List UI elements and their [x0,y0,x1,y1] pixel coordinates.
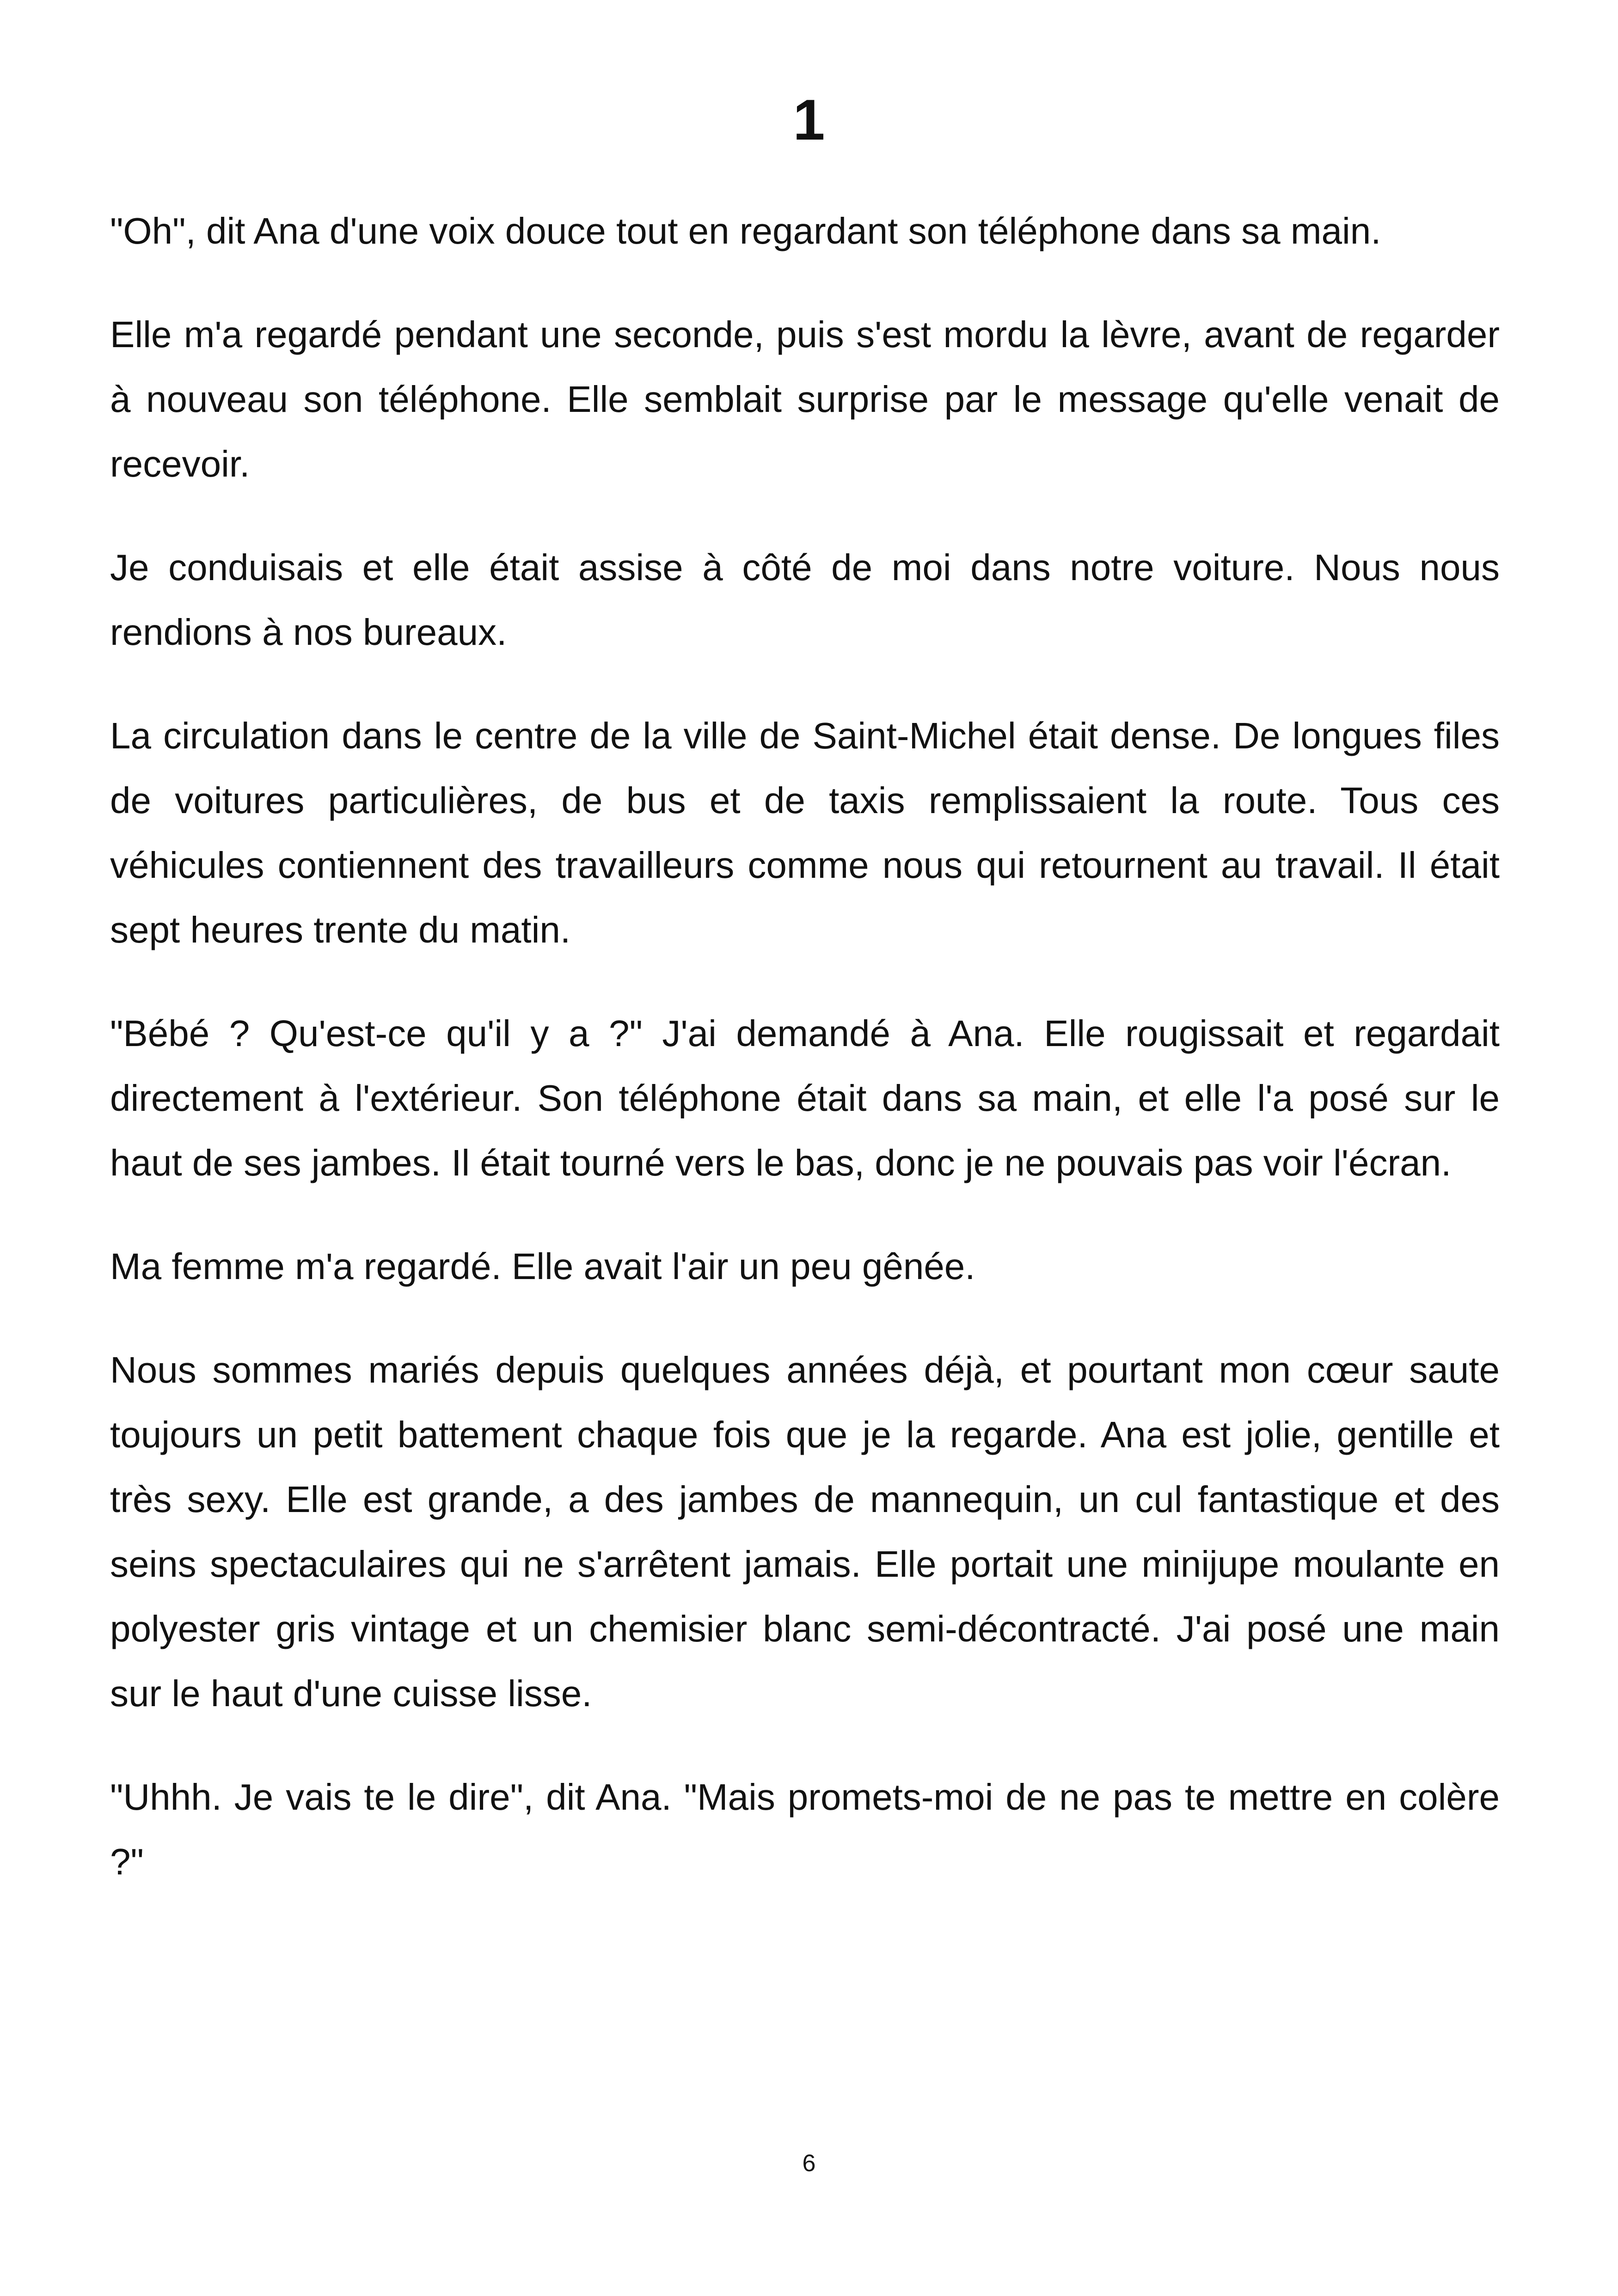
paragraph: "Uhhh. Je vais te le dire", dit Ana. "Mais promets-moi de ne pas te mettre en colère ?" [110,1776,1500,1882]
paragraph: Nous sommes mariés depuis quelques années déjà, et pourtant mon cœur saute toujours un petit battement chaque fois que je la regarde. Ana est jolie, gentille et très sexy. Elle est grande, a des jambes de mannequin, un cul fantastique et des seins spectaculaires qui ne s'arrêtent jamais. Elle portait une minijupe moulante en polyester gris vintage et un chemisier blanc semi-décontracté. J'ai posé une main sur le haut d'une cuisse lisse. [110,1349,1500,1714]
paragraph: Je conduisais et elle était assise à côté de moi dans notre voiture. Nous nous rendions à nos bureaux. [110,547,1500,653]
paragraph: La circulation dans le centre de la ville de Saint-Michel était dense. De longues files de voitures particulières, de bus et de taxis remplissaient la route. Tous ces véhicules contiennent des travailleurs comme nous qui retournent au travail. Il était sept heures trente du matin. [110,715,1500,950]
chapter-number: 1 [793,88,825,152]
page-number: 6 [802,2150,816,2177]
chapter-body [110,199,1500,1933]
paragraph: "Oh", dit Ana d'une voix douce tout en regardant son téléphone dans sa main. [110,210,1381,251]
paragraph: Elle m'a regardé pendant une seconde, puis s'est mordu la lèvre, avant de regarder à nouveau son téléphone. Elle semblait surprise par le message qu'elle venait de recevoir. [110,314,1500,484]
paragraph: "Bébé ? Qu'est-ce qu'il y a ?" J'ai demandé à Ana. Elle rougissait et regardait directement à l'extérieur. Son téléphone était dans sa main, et elle l'a posé sur le haut de ses jambes. Il était tourné vers le bas, donc je ne pouvais pas voir l'écran. [110,1013,1500,1183]
paragraph: Ma femme m'a regardé. Elle avait l'air un peu gênée. [110,1246,975,1287]
